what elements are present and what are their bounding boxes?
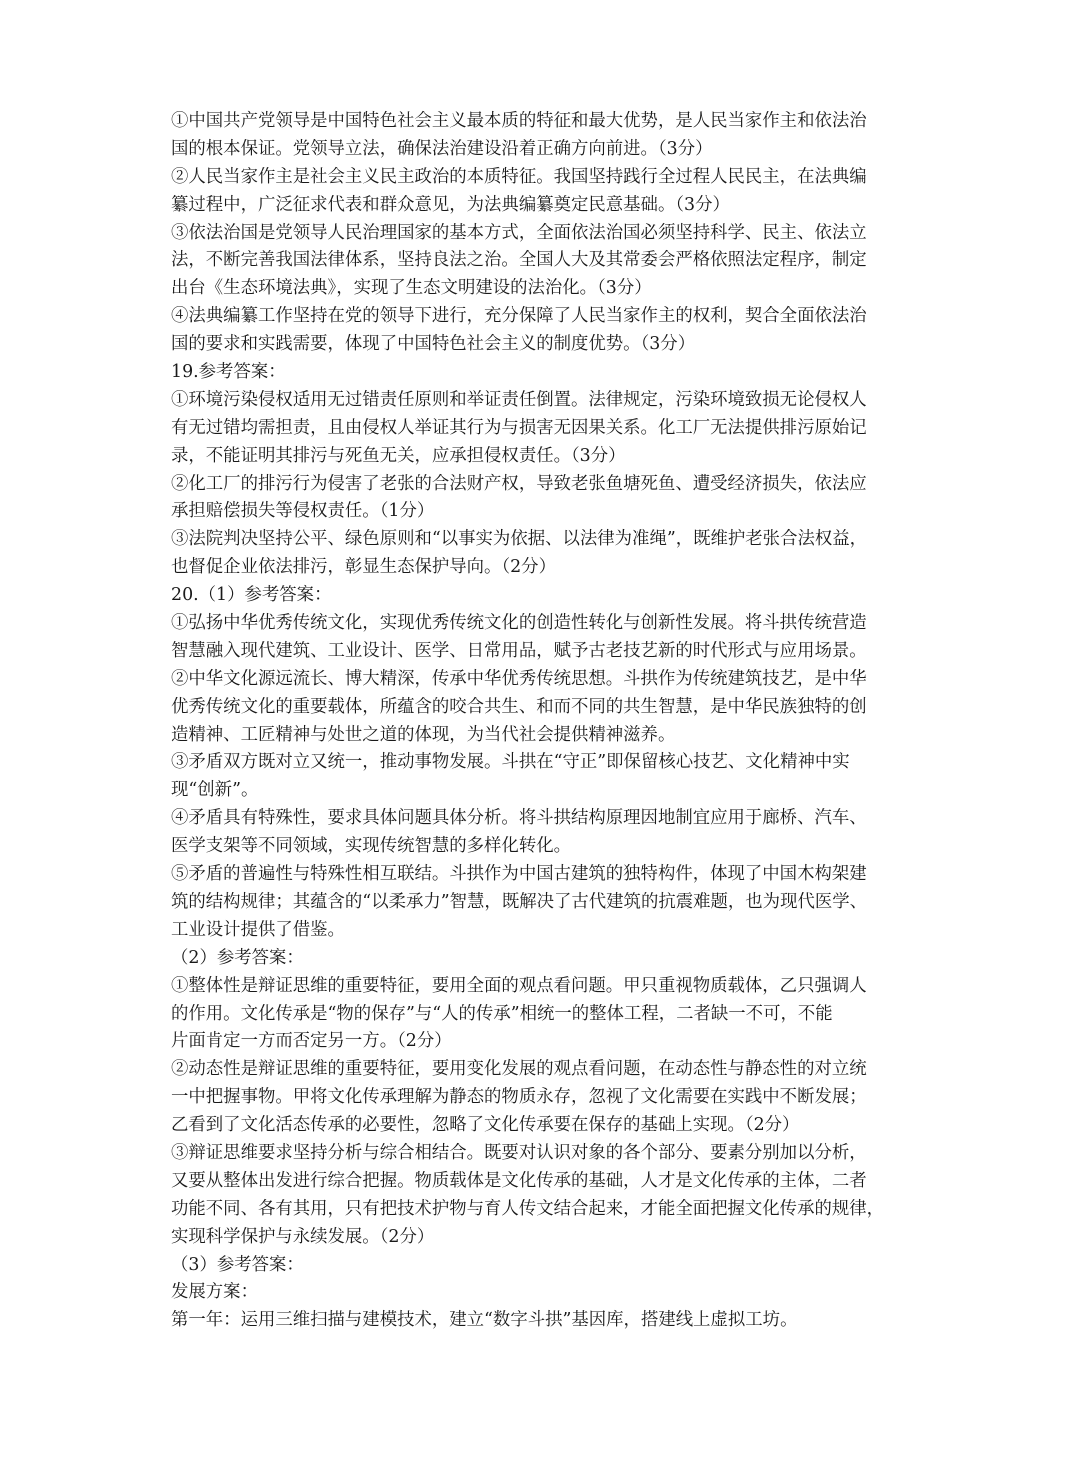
- text-line: 造精神、工匠精神与处世之道的体现，为当代社会提供精神滋养。: [171, 724, 676, 745]
- text-line: 录，不能证明其排污与死鱼无关，应承担侵权责任。（3分）: [171, 445, 626, 466]
- text-line: 出台《生态环境法典》，实现了生态文明建设的法治化。（3分）: [171, 278, 652, 299]
- text-line: 优秀传统文化的重要载体，所蕴含的咬合共生、和而不同的共生智慧，是中华民族独特的创: [171, 696, 867, 717]
- text-line: 国的要求和实践需要，体现了中国特色社会主义的制度优势。（3分）: [171, 334, 696, 355]
- text-line: ①环境污染侵权适用无过错责任原则和举证责任倒置。法律规定，污染环境致损无论侵权人: [171, 389, 867, 410]
- text-line: 纂过程中，广泛征求代表和群众意见，为法典编纂奠定民意基础。（3分）: [171, 194, 730, 215]
- text-line: 筑的结构规律；其蕴含的“以柔承力”智慧，既解决了古代建筑的抗震难题，也为现代医学、: [171, 891, 868, 912]
- text-line: ①中国共产党领导是中国特色社会主义最本质的特征和最大优势，是人民当家作主和依法治: [171, 111, 867, 131]
- text-line: 实现科学保护与永续发展。（2分）: [171, 1226, 435, 1247]
- text-line: 第一年：运用三维扫描与建模技术，建立“数字斗拱”基因库，搭建线上虚拟工坊。: [171, 1310, 798, 1331]
- text-line: 法，不断完善我国法律体系，坚持良法之治。全国人大及其常委会严格依照法定程序，制定: [171, 250, 867, 271]
- text-line: 医学支架等不同领域，实现传统智慧的多样化转化。: [171, 836, 571, 857]
- text-line: 又要从整体出发进行综合把握。物质载体是文化传承的基础，人才是文化传承的主体，二者: [171, 1170, 867, 1191]
- text-line: ④法典编纂工作坚持在党的领导下进行，充分保障了人民当家作主的权利，契合全面依法治: [171, 306, 867, 327]
- text-line: 有无过错均需担责，且由侵权人举证其行为与损害无因果关系。化工厂无法提供排污原始记: [171, 417, 867, 438]
- text-line: ⑤矛盾的普遍性与特殊性相互联结。斗拱作为中国古建筑的独特构件，体现了中国木构架建: [171, 864, 867, 885]
- text-line: 承担赔偿损失等侵权责任。（1分）: [171, 501, 435, 522]
- text-line: （2）参考答案：: [171, 947, 304, 968]
- document-page: [171, 108, 923, 1335]
- text-line: ③矛盾双方既对立又统一，推动事物发展。斗拱在“守正”即保留核心技艺、文化精神中实: [171, 752, 850, 773]
- text-line: ③辩证思维要求坚持分析与综合相结合。既要对认识对象的各个部分、要素分别加以分析，: [171, 1142, 867, 1163]
- text-line: 19.参考答案：: [171, 362, 286, 383]
- text-line: ②人民当家作主是社会主义民主政治的本质特征。我国坚持践行全过程人民民主，在法典编: [171, 166, 867, 187]
- text-line: 现“创新”。: [171, 780, 259, 801]
- text-line: 一中把握事物。甲将文化传承理解为静态的物质永存，忽视了文化需要在实践中不断发展；: [171, 1087, 867, 1108]
- text-line: 20.（1）参考答案：: [171, 585, 332, 606]
- text-line: 乙看到了文化活态传承的必要性，忽略了文化传承要在保存的基础上实现。（2分）: [171, 1115, 800, 1136]
- text-line: 的作用。文化传承是“物的保存”与“人的传承”相统一的整体工程，二者缺一不可，不能: [171, 1003, 833, 1024]
- text-line: ④矛盾具有特殊性，要求具体问题具体分析。将斗拱结构原理因地制宜应用于廊桥、汽车、: [171, 808, 867, 829]
- text-line: 发展方案：: [171, 1282, 258, 1303]
- text-line: （3）参考答案：: [171, 1254, 304, 1275]
- text-line: 国的根本保证。党领导立法，确保法治建设沿着正确方向前进。（3分）: [171, 138, 713, 159]
- text-line: 功能不同、各有其用，只有把技术护物与育人传文结合起来，才能全面把握文化传承的规律，: [171, 1198, 885, 1219]
- text-line: ③依法治国是党领导人民治理国家的基本方式，全面依法治国必须坚持科学、民主、依法立: [171, 222, 867, 243]
- text-line: ①弘扬中华优秀传统文化，实现优秀传统文化的创造性转化与创新性发展。将斗拱传统营造: [171, 613, 867, 634]
- text-line: ②中华文化源远流长、博大精深，传承中华优秀传统思想。斗拱作为传统建筑技艺，是中华: [171, 668, 867, 689]
- text-line: ③法院判决坚持公平、绿色原则和“以事实为依据、以法律为准绳”，既维护老张合法权益，: [171, 529, 868, 550]
- text-line: 也督促企业依法排污，彰显生态保护导向。（2分）: [171, 557, 556, 578]
- text-line: ②化工厂的排污行为侵害了老张的合法财产权，导致老张鱼塘死鱼、遭受经济损失，依法应: [171, 473, 867, 494]
- text-line: 智慧融入现代建筑、工业设计、医学、日常用品，赋予古老技艺新的时代形式与应用场景。: [171, 640, 867, 661]
- text-line: ①整体性是辩证思维的重要特征，要用全面的观点看问题。甲只重视物质载体，乙只强调人: [171, 975, 867, 996]
- text-line: 工业设计提供了借鉴。: [171, 919, 345, 940]
- text-line: 片面肯定一方而否定另一方。（2分）: [171, 1031, 452, 1052]
- text-line: ②动态性是辩证思维的重要特征，要用变化发展的观点看问题，在动态性与静态性的对立统: [171, 1059, 867, 1080]
